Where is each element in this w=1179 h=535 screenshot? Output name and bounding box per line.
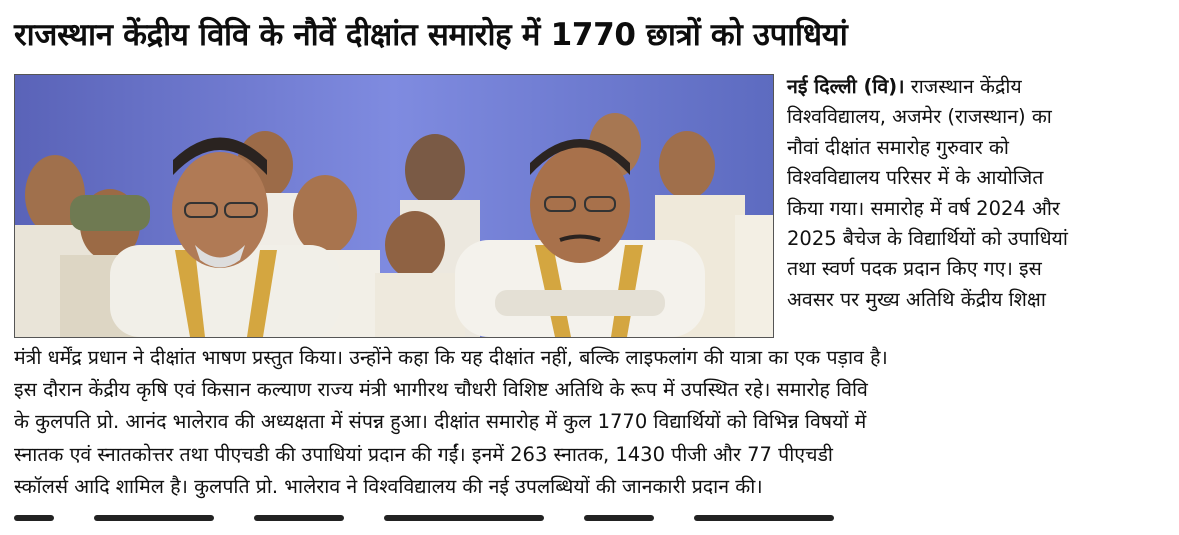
article-line: किया गया। समारोह में वर्ष 2024 और [787, 196, 1060, 220]
article-line: स्कॉलर्स आदि शामिल है। कुलपति प्रो. भालेराव ने विश्वविद्यालय की नई उपलब्धियों की जानकारी प्रदान की। [14, 474, 763, 498]
article-line: 2025 बैचेज के विद्यार्थियों को उपाधियां [787, 226, 1068, 250]
headline: राजस्थान केंद्रीय विवि के नौवें दीक्षांत समारोह में 1770 छात्रों को उपाधियां [14, 17, 848, 53]
convocation-photo-drawing [15, 75, 773, 337]
article-line: नौवां दीक्षांत समारोह गुरुवार को [787, 135, 1009, 159]
article-line: के कुलपति प्रो. आनंद भालेराव की अध्यक्षता में संपन्न हुआ। दीक्षांत समारोह में कुल 1770 विद्यार्थियों को विभिन्न विषयों में [14, 410, 867, 434]
article-line: तथा स्वर्ण पदक प्रदान किए गए। इस [787, 257, 1042, 281]
article-line: मंत्री धर्मेंद्र प्रधान ने दीक्षांत भाषण प्रस्तुत किया। उन्होंने कहा कि यह दीक्षांत नहीं, बल्कि लाइफलांग की यात्रा का एक पड़ाव है। [14, 346, 888, 369]
article-right-column [787, 72, 1172, 315]
article-line-text: राजस्थान केंद्रीय [910, 75, 1022, 98]
dateline: नई दिल्ली (वि)। [787, 75, 905, 98]
article-line: विश्वविद्यालय, अजमेर (राजस्थान) का [787, 105, 1052, 129]
article-full-width-body [14, 342, 1174, 503]
article-line: अवसर पर मुख्य अतिथि केंद्रीय शिक्षा [787, 287, 1046, 311]
article-line: स्नातक एवं स्नातकोत्तर तथा पीएचडी की उपाधियां प्रदान की गईं। इनमें 263 स्नातक, 1430 पीजी और 77 पीएचडी [14, 442, 833, 466]
cropped-next-article-edge [14, 515, 1174, 535]
article-line: इस दौरान केंद्रीय कृषि एवं किसान कल्याण राज्य मंत्री भागीरथ चौधरी विशिष्ट अतिथि के रूप में उपस्थित रहे। समारोह विवि [14, 378, 868, 402]
convocation-photo [14, 74, 774, 338]
article-line: विश्वविद्यालय परिसर में के आयोजित [787, 166, 1044, 190]
article-line [787, 72, 1172, 102]
